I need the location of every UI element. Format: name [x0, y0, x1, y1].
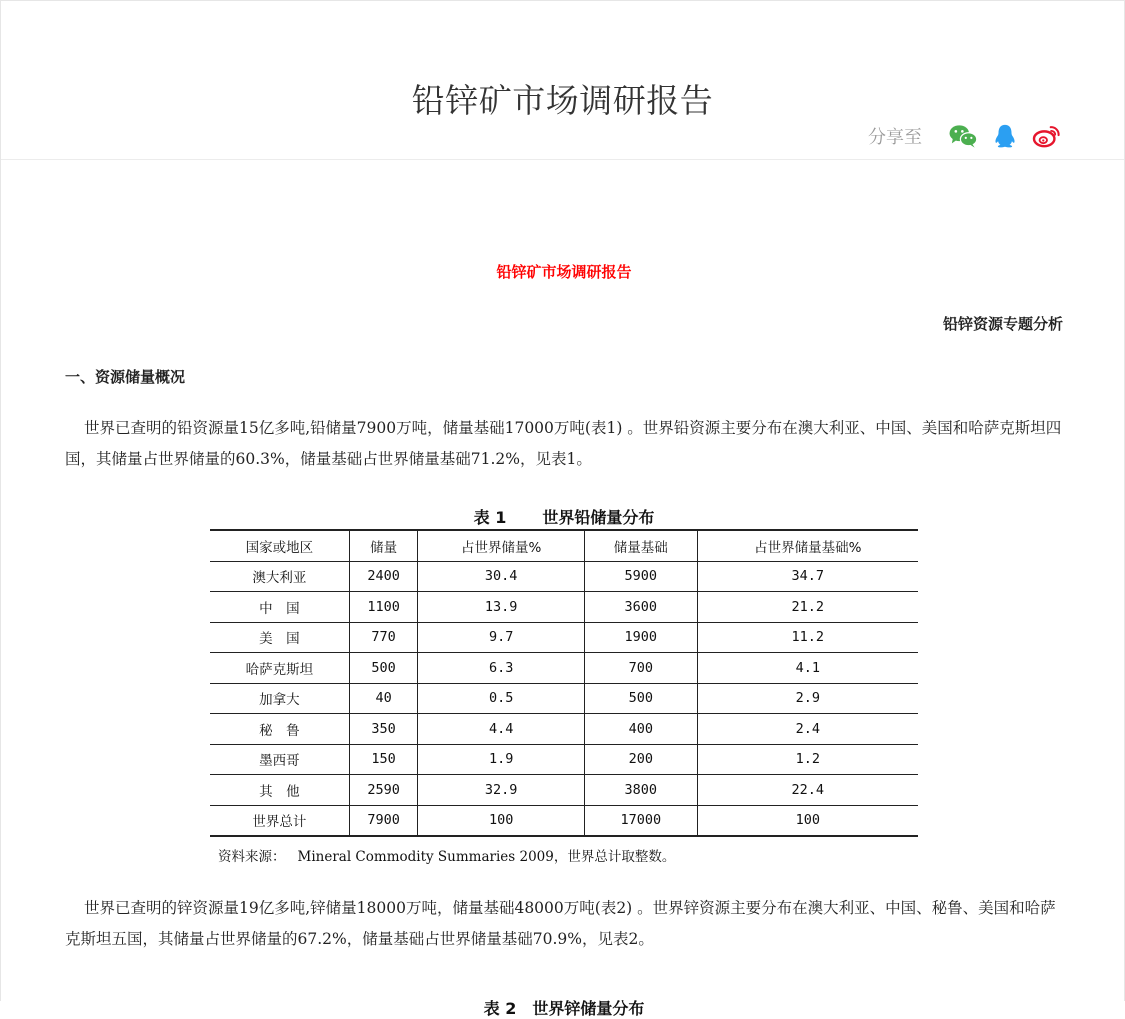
- table-cell-value: 1900: [584, 622, 697, 653]
- next-table-caption: 表 2 世界锌储量分布: [483, 999, 645, 1018]
- table-cell-value: 1.2: [697, 744, 918, 775]
- table-cell-value: 3600: [584, 592, 697, 623]
- source-label: 资料来源：: [218, 849, 286, 865]
- table-row: [210, 653, 918, 684]
- table-cell-value: 500: [584, 683, 697, 714]
- source-text: Mineral Commodity Summaries 2009，世界总计取整数。: [297, 849, 676, 865]
- table-caption: [210, 507, 918, 529]
- table-cell-value: 100: [697, 805, 918, 836]
- table-cell-value: 400: [584, 714, 697, 745]
- page-header: [1, 1, 1124, 160]
- document-title: 铅锌矿市场调研报告: [496, 263, 632, 281]
- table-cell-value: 2590: [349, 775, 418, 806]
- table-cell-value: 2.4: [697, 714, 918, 745]
- table-cell-value: 32.9: [418, 775, 585, 806]
- table-cell-value: 40: [349, 683, 418, 714]
- table-cell-region: 其 他: [210, 775, 349, 806]
- paragraph-zinc-resources: 世界已查明的锌资源量19亿多吨,锌储量18000万吨，储量基础48000万吨(表2) 。世界锌资源主要分布在澳大利亚、中国、秘鲁、美国和哈萨克斯坦五国，其储量占世界储量的67.2%，储量基础占世界储量基础70.9%，见表2。: [65, 899, 1056, 948]
- table-cell-value: 5900: [584, 561, 697, 592]
- table-row: [210, 561, 918, 592]
- table-cell-value: 1100: [349, 592, 418, 623]
- table-cell-region: 澳大利亚: [210, 561, 349, 592]
- table-cell-value: 13.9: [418, 592, 585, 623]
- table-row: [210, 805, 918, 836]
- data-table: [210, 529, 918, 837]
- table-cell-value: 1.9: [418, 744, 585, 775]
- table-cell-value: 2.9: [697, 683, 918, 714]
- table-cell-value: 350: [349, 714, 418, 745]
- table-cell-value: 700: [584, 653, 697, 684]
- weibo-icon[interactable]: [1032, 123, 1062, 149]
- table-cell-region: 中 国: [210, 592, 349, 623]
- column-header: 储量基础: [584, 530, 697, 561]
- table-cell-value: 6.3: [418, 653, 585, 684]
- document-subtitle: 铅锌资源专题分析: [942, 315, 1063, 333]
- column-header: 国家或地区: [210, 530, 349, 561]
- table-cell-value: 100: [418, 805, 585, 836]
- table-row: [210, 775, 918, 806]
- table-cell-value: 0.5: [418, 683, 585, 714]
- table-cell-value: 17000: [584, 805, 697, 836]
- table-cell-value: 200: [584, 744, 697, 775]
- share-bar: [868, 122, 1062, 150]
- table-row: [210, 683, 918, 714]
- table-row: [210, 592, 918, 623]
- table-cell-value: 2400: [349, 561, 418, 592]
- table-cell-value: 500: [349, 653, 418, 684]
- table-cell-value: 11.2: [697, 622, 918, 653]
- table-cell-value: 21.2: [697, 592, 918, 623]
- wechat-icon[interactable]: [948, 123, 978, 149]
- table-header-row: [210, 530, 918, 561]
- table-cell-value: 3800: [584, 775, 697, 806]
- table-row: [210, 744, 918, 775]
- table-cell-value: 34.7: [697, 561, 918, 592]
- table-cell-region: 加拿大: [210, 683, 349, 714]
- table-lead-reserves: [210, 507, 918, 865]
- table-cell-region: 墨西哥: [210, 744, 349, 775]
- table-source-note: [218, 845, 918, 865]
- table-row: [210, 714, 918, 745]
- table-cell-value: 7900: [349, 805, 418, 836]
- table-row: [210, 622, 918, 653]
- qq-icon[interactable]: [990, 123, 1020, 149]
- table-cell-value: 4.4: [418, 714, 585, 745]
- table-cell-value: 9.7: [418, 622, 585, 653]
- column-header: 占世界储量%: [418, 530, 585, 561]
- table-cell-value: 30.4: [418, 561, 585, 592]
- table-caption-text: 世界铅储量分布: [542, 508, 655, 527]
- table-cell-value: 22.4: [697, 775, 918, 806]
- table-cell-region: 哈萨克斯坦: [210, 653, 349, 684]
- table-cell-value: 770: [349, 622, 418, 653]
- column-header: 储量: [349, 530, 418, 561]
- column-header: 占世界储量基础%: [697, 530, 918, 561]
- table-cell-value: 4.1: [697, 653, 918, 684]
- table-cell-region: 秘 鲁: [210, 714, 349, 745]
- table-caption-number: 表 1: [473, 508, 507, 527]
- table-cell-region: 美 国: [210, 622, 349, 653]
- table-cell-region: 世界总计: [210, 805, 349, 836]
- section-heading: 一、资源储量概况: [65, 368, 186, 386]
- paragraph-lead-resources: 世界已查明的铅资源量15亿多吨,铅储量7900万吨，储量基础17000万吨(表1) 。世界铅资源主要分布在澳大利亚、中国、美国和哈萨克斯坦四国，其储量占世界储量的60.3%，储量基础占世界储量基础71.2%，见表1。: [65, 419, 1062, 468]
- page-title: 铅锌矿市场调研报告: [411, 81, 714, 121]
- share-label: 分享至: [868, 127, 922, 148]
- table-cell-value: 150: [349, 744, 418, 775]
